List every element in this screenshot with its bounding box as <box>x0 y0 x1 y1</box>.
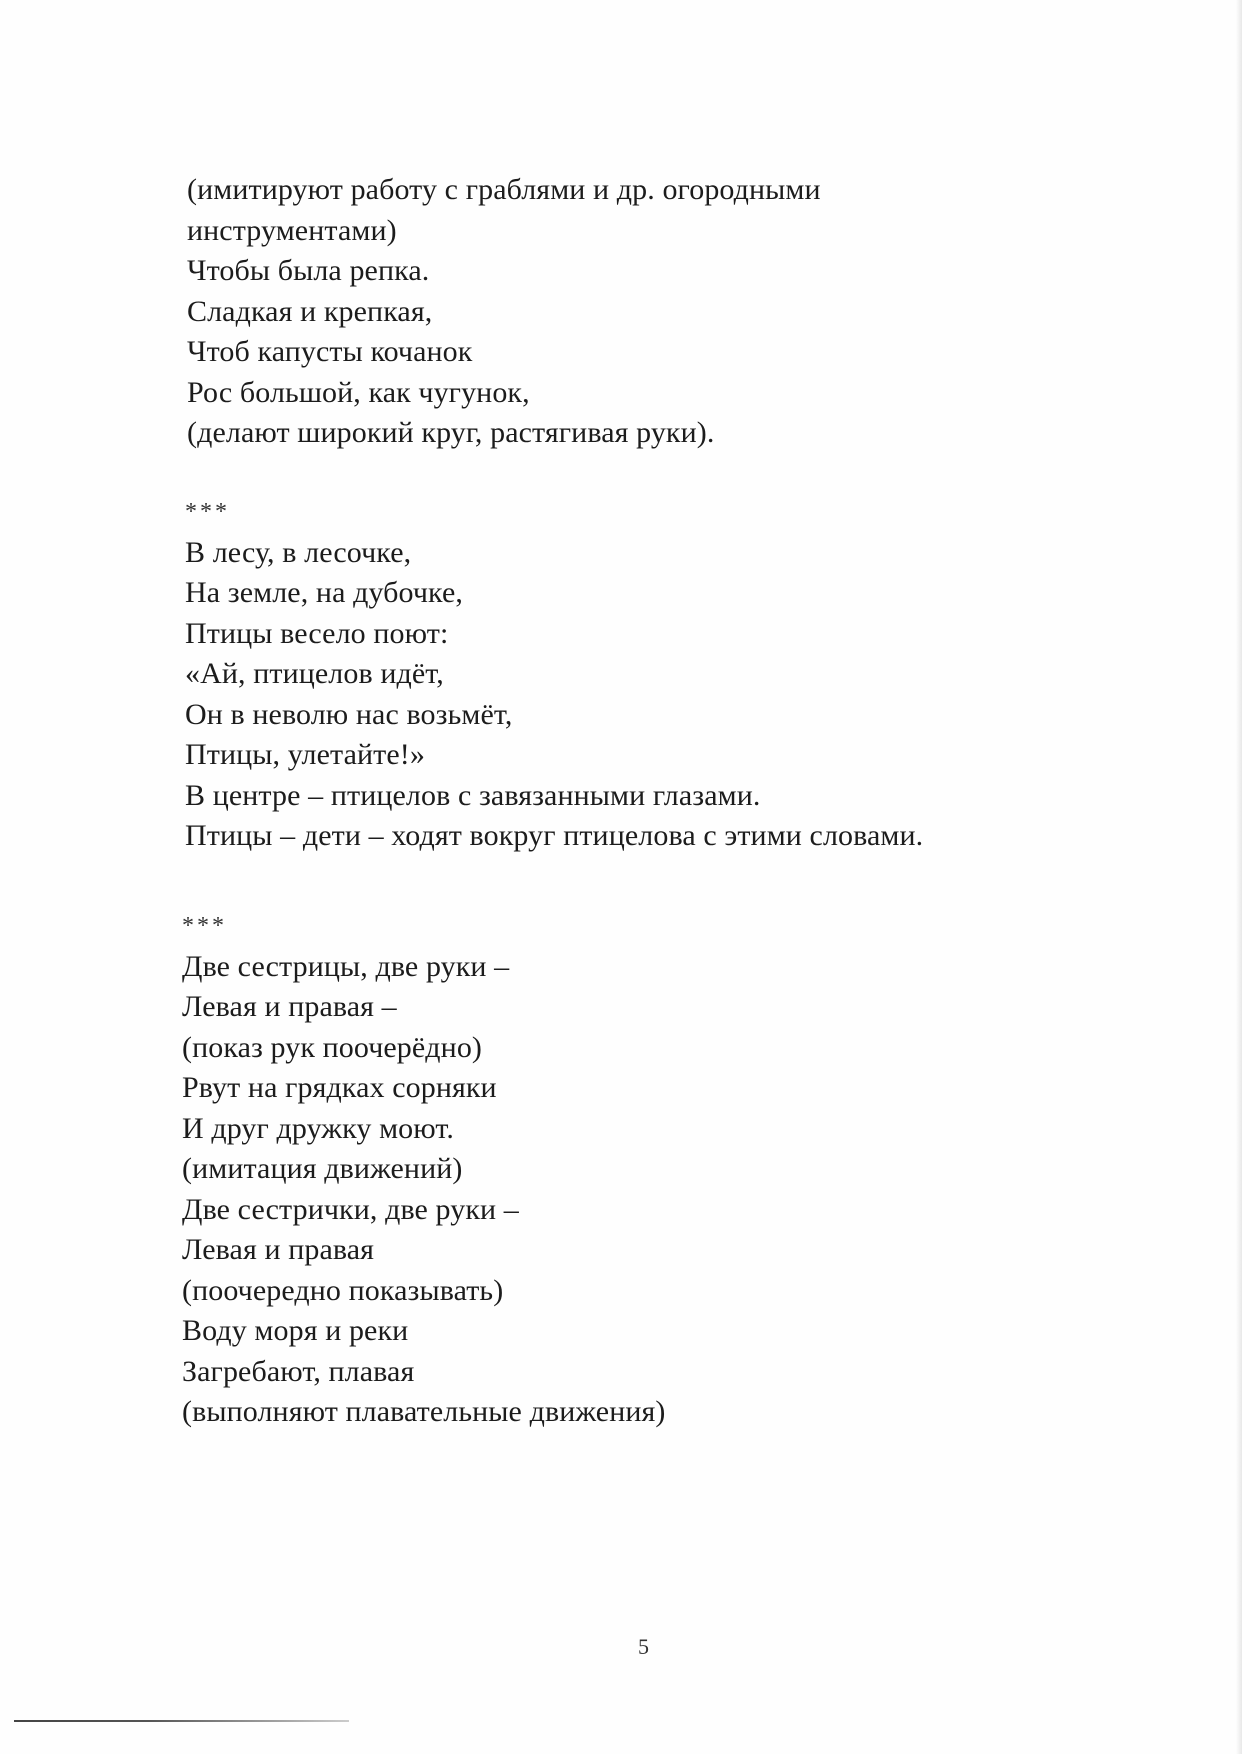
text-line: Чтобы была репка. <box>187 254 430 287</box>
text-line: На земле, на дубочке, <box>185 576 463 609</box>
text-line: В центре – птицелов с завязанными глазами. <box>185 778 761 812</box>
stanza-1 <box>187 170 1242 454</box>
stanza-separator: *** <box>182 913 227 939</box>
text-line: Левая и правая <box>182 1233 375 1266</box>
text-line: (имитация движений) <box>182 1152 463 1185</box>
text-line: Загребают, плавая <box>182 1354 415 1388</box>
stanza-separator: *** <box>185 499 230 525</box>
text-line: Чтоб капусты кочанок <box>187 335 473 368</box>
text-line: (делают широкий круг, растягивая руки). <box>187 416 715 449</box>
text-line: (имитируют работу с граблями и др. огородными <box>187 173 821 206</box>
text-line: (поочередно показывать) <box>182 1273 504 1307</box>
text-line: Птицы – дети – ходят вокруг птицелова с этими словами. <box>185 819 924 852</box>
text-line: Сладкая и крепкая, <box>187 294 433 328</box>
page-number: 5 <box>638 1634 649 1659</box>
text-line: (выполняют плавательные движения) <box>182 1395 666 1428</box>
text-line: И друг дружку моют. <box>182 1111 454 1145</box>
text-line: Птицы, улетайте!» <box>185 738 425 771</box>
stanza-3 <box>182 906 1242 1433</box>
text-line: Птицы весело поют: <box>185 616 449 650</box>
text-line: Рвут на грядках сорняки <box>182 1071 497 1104</box>
scan-edge-mark <box>14 1720 349 1722</box>
text-line: инструментами) <box>187 213 397 247</box>
text-line: Две сестрички, две руки – <box>182 1192 519 1226</box>
text-line: Воду моря и реки <box>182 1314 409 1347</box>
text-line: Две сестрицы, две руки – <box>182 949 510 983</box>
text-line: «Ай, птицелов идёт, <box>185 657 444 690</box>
text-line: Левая и правая – <box>182 990 397 1023</box>
text-line: (показ рук поочерёдно) <box>182 1030 483 1064</box>
text-line: В лесу, в лесочке, <box>185 535 412 569</box>
stanza-2 <box>185 492 1242 857</box>
text-line: Он в неволю нас возьмёт, <box>185 697 513 731</box>
text-line: Рос большой, как чугунок, <box>187 375 530 409</box>
